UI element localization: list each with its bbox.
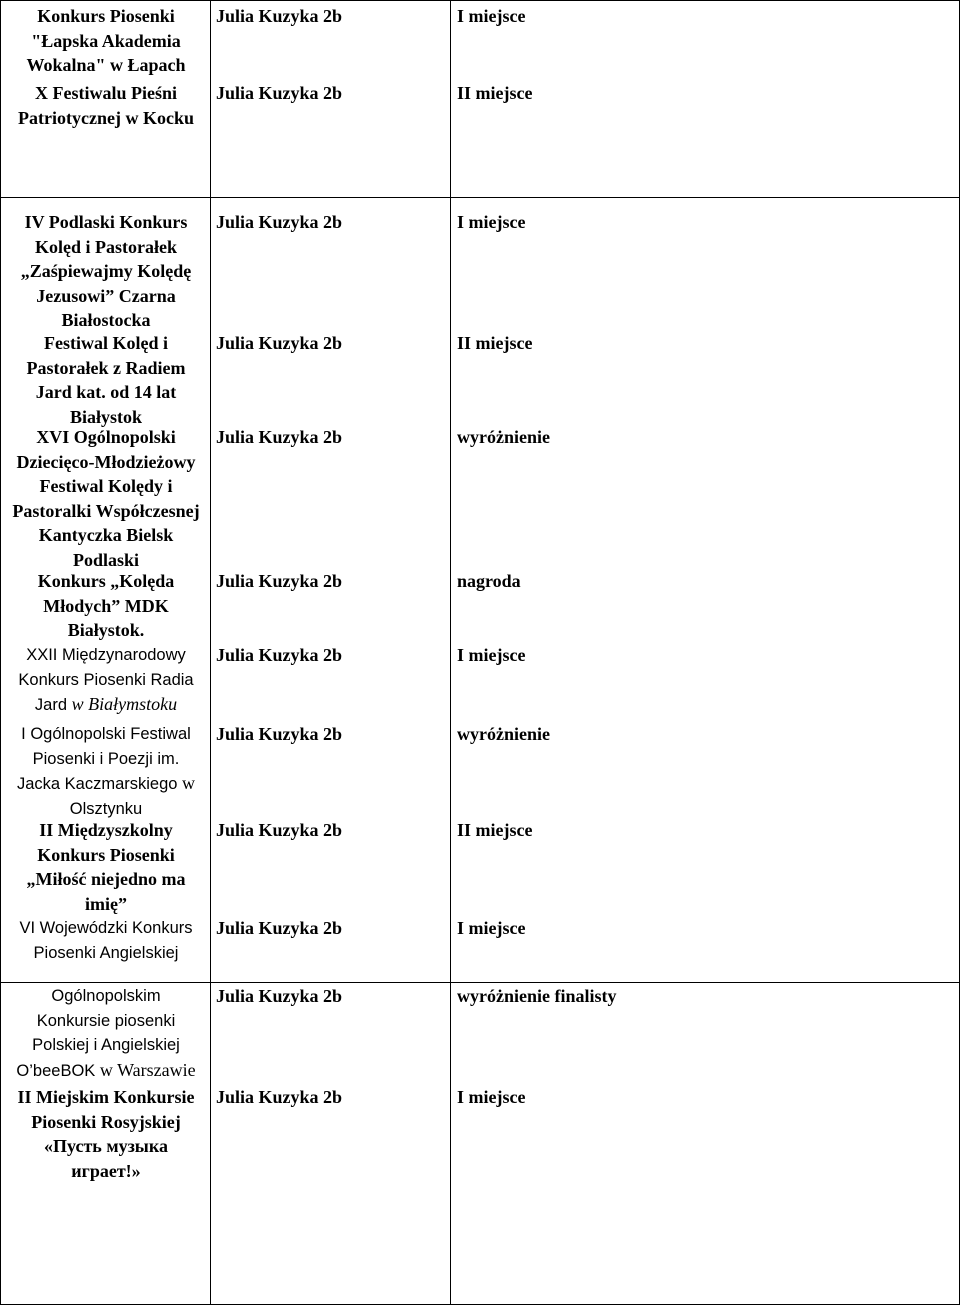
table-row-4-event: XVI Ogólnopolski Dziecięco-Młodzieżowy Festiwal Kolędy i Pastoralki Współczesnej Kantyczka Bielsk Podlaski bbox=[12, 427, 200, 570]
table-row-10-event: Ogólnopolskim Konkursie piosenki Polskiej i Angielskiej O’beeBOK w Warszawie bbox=[16, 987, 196, 1080]
table-row-0-name: Julia Kuzyka 2b bbox=[216, 6, 343, 26]
table-row-3-event: Festiwal Kolęd i Pastorałek z Radiem Jard kat. od 14 lat Białystok bbox=[26, 333, 186, 427]
table-row-3-name: Julia Kuzyka 2b bbox=[216, 333, 343, 353]
table-row-1-name: Julia Kuzyka 2b bbox=[216, 83, 343, 103]
table-row-11-name: Julia Kuzyka 2b bbox=[216, 1087, 343, 1107]
table-row-11-result: I miejsce bbox=[457, 1087, 526, 1107]
table-row-3-result: II miejsce bbox=[457, 333, 533, 353]
table-row-4-result: wyróżnienie bbox=[457, 427, 550, 447]
table-row-9-name: Julia Kuzyka 2b bbox=[216, 918, 343, 938]
table-row-7-result: wyróżnienie bbox=[457, 724, 550, 744]
table-row-5-event: Konkurs „Kolęda Młodych” MDK Białystok. bbox=[37, 571, 175, 640]
table-row-5-name: Julia Kuzyka 2b bbox=[216, 571, 343, 591]
table-row-6-result: I miejsce bbox=[457, 645, 526, 665]
table-row-9-result: I miejsce bbox=[457, 918, 526, 938]
table-row-7-event: I Ogólnopolski Festiwal Piosenki i Poezji im. Jacka Kaczmarskiego w Olsztynku bbox=[16, 725, 196, 818]
column-divider-2 bbox=[450, 0, 451, 1305]
table-row-0-result: I miejsce bbox=[457, 6, 526, 26]
table-row-0-event: Konkurs Piosenki "Łapska Akademia Wokalna" w Łapach bbox=[26, 6, 186, 75]
table-row-9-event: VI Wojewódzki Konkurs Piosenki Angielskiej bbox=[19, 919, 193, 962]
table-row-6-event: XXII Międzynarodowy Konkurs Piosenki Radia Jard w Białymstoku bbox=[18, 646, 194, 714]
table-row-1-event: X Festiwalu Pieśni Patriotycznej w Kocku bbox=[18, 83, 194, 128]
table-row-5-result: nagroda bbox=[457, 571, 521, 591]
table-row-4-name: Julia Kuzyka 2b bbox=[216, 427, 343, 447]
table-row-8-name: Julia Kuzyka 2b bbox=[216, 820, 343, 840]
row-divider-2 bbox=[0, 982, 960, 983]
table-row-2-result: I miejsce bbox=[457, 212, 526, 232]
column-divider-1 bbox=[210, 0, 211, 1305]
table-row-2-name: Julia Kuzyka 2b bbox=[216, 212, 343, 232]
table-row-1-result: II miejsce bbox=[457, 83, 533, 103]
table-row-10-result: wyróżnienie finalisty bbox=[457, 986, 617, 1006]
row-divider-1 bbox=[0, 197, 960, 198]
table-row-2-event: IV Podlaski Konkurs Kolęd i Pastorałek „Zaśpiewajmy Kolędę Jezusowi” Czarna Białostocka bbox=[20, 212, 192, 330]
table-row-8-result: II miejsce bbox=[457, 820, 533, 840]
table-row-6-name: Julia Kuzyka 2b bbox=[216, 645, 343, 665]
table-row-8-event: II Międzyszkolny Konkurs Piosenki „Miłość niejedno ma imię” bbox=[26, 820, 186, 914]
table-row-11-event: II Miejskim Konkursie Piosenki Rosyjskiej «Пусть музыка играет!» bbox=[17, 1087, 195, 1181]
table-row-10-name: Julia Kuzyka 2b bbox=[216, 986, 343, 1006]
table-row-7-name: Julia Kuzyka 2b bbox=[216, 724, 343, 744]
